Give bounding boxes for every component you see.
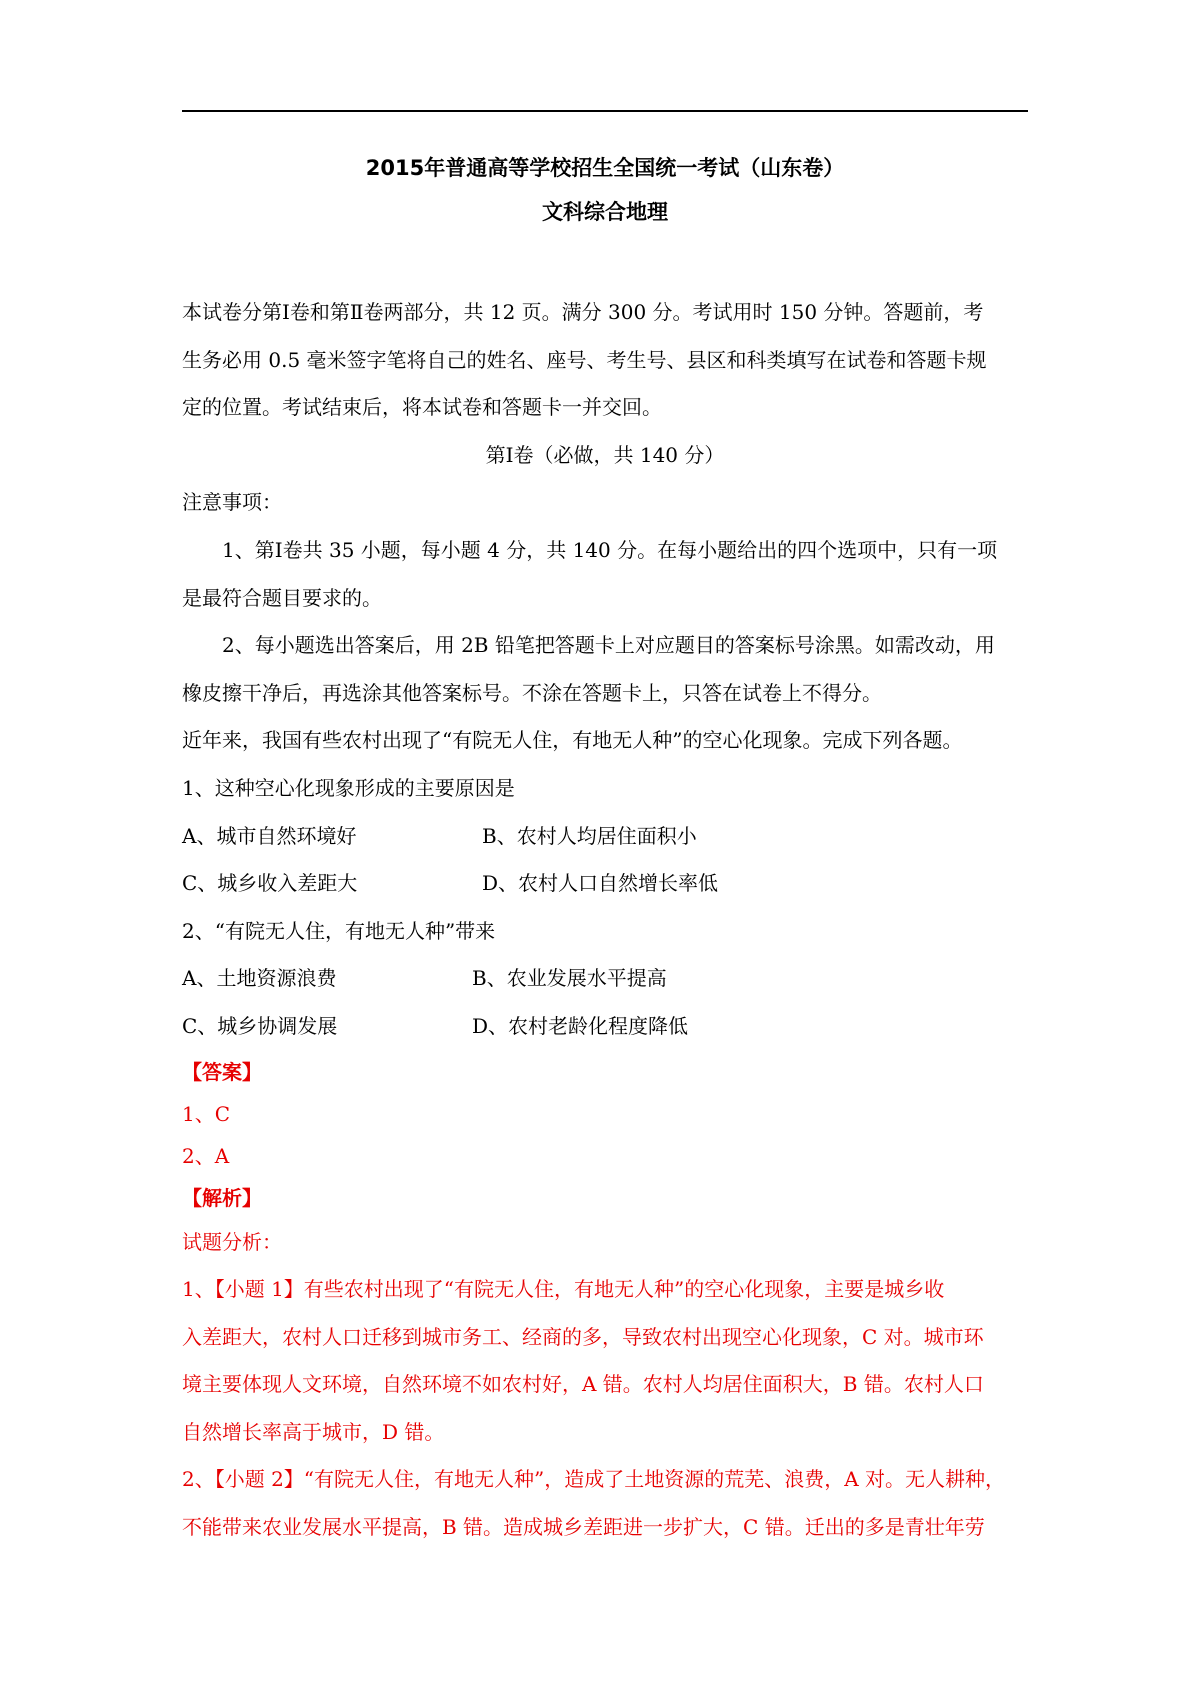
analysis-line: 2、【小题 2】“有院无人住，有地无人种”，造成了土地资源的荒芜、浪费，A 对。无人耕种， [182,1467,1006,1492]
analysis-intro: 试题分析： [182,1229,282,1254]
answer-1: 1、C [182,1101,231,1126]
option-a: A、城市自然环境好 [182,823,357,848]
analysis-label: 【解析】 [182,1185,262,1210]
note-line: 橡皮擦干净后，再选涂其他答案标号。不涂在答题卡上，只答在试卷上不得分。 [182,680,882,705]
question-1: 1、这种空心化现象形成的主要原因是 [182,775,515,800]
analysis-paragraph-2 [182,1464,1028,1559]
option-a: A、土地资源浪费 [182,966,337,991]
analysis-paragraph-1 [182,1274,1028,1464]
document-body [182,297,1028,1560]
option-c: C、城乡协调发展 [182,1013,338,1038]
analysis-line: 境主要体现人文环境，自然环境不如农村好，A 错。农村人均居住面积大，B 错。农村人口 [182,1372,984,1397]
instruction-line: 本试卷分第Ⅰ卷和第Ⅱ卷两部分，共 12 页。满分 300 分。考试用时 150 分钟。答题前，考 [182,300,984,324]
answer-2: 2、A [182,1143,230,1168]
analysis-line: 入差距大，农村人口迁移到城市务工、经商的多，导致农村出现空心化现象，C 对。城市环 [182,1324,984,1349]
question-1-options-row-2 [182,868,1028,916]
option-c: C、城乡收入差距大 [182,871,358,896]
section-heading: 第Ⅰ卷（必做，共 140 分） [485,442,725,467]
instruction-line: 定的位置。考试结束后，将本试卷和答题卡一并交回。 [182,395,662,420]
instruction-line: 生务必用 0.5 毫米签字笔将自己的姓名、座号、考生号、县区和科类填写在试卷和答题卡规 [182,347,987,372]
analysis-line: 自然增长率高于城市，D 错。 [182,1419,445,1444]
notes-label: 注意事项： [182,490,282,515]
question-1-options-row-1 [182,821,1028,869]
question-2-options-row-2 [182,1011,1028,1059]
analysis-line: 不能带来农业发展水平提高，B 错。造成城乡差距进一步扩大，C 错。迁出的多是青壮年劳 [182,1515,985,1540]
question-stem: 近年来，我国有些农村出现了“有院无人住，有地无人种”的空心化现象。完成下列各题。 [182,728,963,753]
note-1 [182,535,1028,630]
option-b: B、农业发展水平提高 [472,966,667,991]
question-2-options-row-1 [182,963,1028,1011]
header-rule [182,110,1028,112]
analysis-line: 1、【小题 1】有些农村出现了“有院无人住，有地无人种”的空心化现象，主要是城乡收 [182,1277,945,1302]
note-line: 1、第Ⅰ卷共 35 小题，每小题 4 分，共 140 分。在每小题给出的四个选项中，只有一项 [222,537,998,562]
exam-instructions [182,297,1028,440]
page-subtitle: 文科综合地理 [542,200,668,224]
page-title: 2015年普通高等学校招生全国统一考试（山东卷） [365,156,845,180]
note-2 [182,630,1028,725]
answer-label: 【答案】 [182,1059,262,1084]
option-d: D、农村老龄化程度降低 [472,1013,689,1038]
note-line: 是最符合题目要求的。 [182,585,382,610]
note-line: 2、每小题选出答案后，用 2B 铅笔把答题卡上对应题目的答案标号涂黑。如需改动，用 [222,633,995,658]
question-2: 2、“有院无人住，有地无人种”带来 [182,918,496,943]
option-d: D、农村人口自然增长率低 [482,871,719,896]
option-b: B、农村人均居住面积小 [482,823,697,848]
